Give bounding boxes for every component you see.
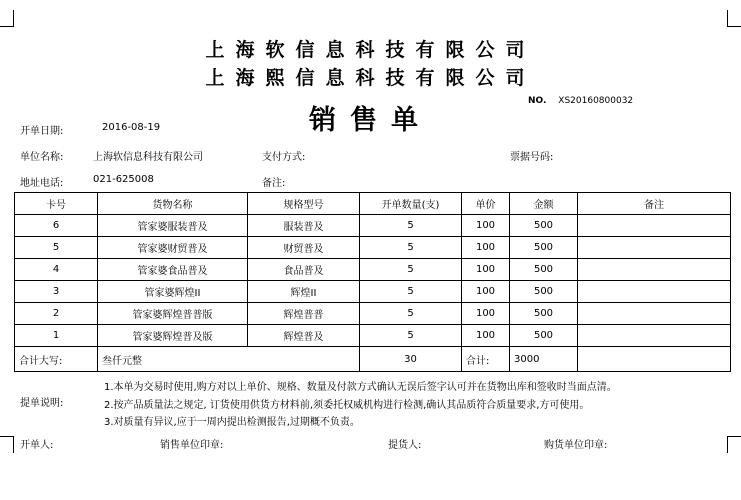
cell-unit-price: 100 [462, 259, 510, 281]
crop-mark [727, 10, 728, 26]
header-goods-name: 货物名称 [98, 193, 248, 215]
note-item: 1.本单为交易时使用,购方对以上单价、规格、数量及付款方式确认无误后签字认可并在货物出库和签收时当面点清。 [104, 382, 617, 393]
cell-remark [578, 215, 731, 237]
cell-amount: 500 [510, 237, 578, 259]
cell-quantity: 5 [360, 215, 462, 237]
cell-remark [578, 325, 731, 347]
remark-label: 备注: [262, 178, 286, 189]
cell-amount: 500 [510, 215, 578, 237]
cell-unit-price: 100 [462, 281, 510, 303]
crop-mark [13, 10, 14, 26]
crop-mark [727, 437, 728, 453]
cell-card-no: 1 [15, 325, 98, 347]
issuer-label: 开单人: [20, 440, 54, 451]
cell-unit-price: 100 [462, 325, 510, 347]
cell-quantity: 5 [360, 259, 462, 281]
header-quantity: 开单数量(支) [360, 193, 462, 215]
total-remark [578, 347, 731, 372]
table-row [15, 259, 731, 281]
table-row [15, 303, 731, 325]
cell-remark [578, 281, 731, 303]
invoice-label: 票据号码: [510, 152, 554, 163]
cell-card-no: 4 [15, 259, 98, 281]
unit-value: 上海软信息科技有限公司 [93, 152, 203, 163]
company-name-line2: 上海熙信息科技有限公司 [205, 67, 536, 89]
cell-quantity: 5 [360, 281, 462, 303]
table-header-row [15, 193, 731, 215]
header-spec: 规格型号 [248, 193, 360, 215]
header-card-no: 卡号 [15, 193, 98, 215]
cell-amount: 500 [510, 325, 578, 347]
cell-amount: 500 [510, 281, 578, 303]
cell-spec: 辉煌普普 [248, 303, 360, 325]
cell-card-no: 5 [15, 237, 98, 259]
cell-spec: 辉煌II [248, 281, 360, 303]
document-number-value: XS20160800032 [558, 96, 634, 106]
crop-mark [727, 436, 741, 437]
table-row [15, 325, 731, 347]
table-row [15, 281, 731, 303]
cell-spec: 辉煌普及 [248, 325, 360, 347]
payment-label: 支付方式: [262, 152, 306, 163]
total-sum-label: 合计: [462, 347, 510, 372]
company-name-line1: 上海软信息科技有限公司 [205, 39, 536, 61]
crop-mark [727, 26, 741, 27]
crop-mark [0, 26, 14, 27]
cell-remark [578, 259, 731, 281]
receiver-label: 提货人: [388, 440, 422, 451]
document-number [528, 96, 633, 106]
cell-unit-price: 100 [462, 215, 510, 237]
cell-goods-name: 管家婆食品普及 [98, 259, 248, 281]
total-amount-words: 叁仟元整 [98, 347, 360, 372]
header-unit-price: 单价 [462, 193, 510, 215]
cell-card-no: 2 [15, 303, 98, 325]
cell-quantity: 5 [360, 303, 462, 325]
total-quantity: 30 [360, 347, 462, 372]
cell-goods-name: 管家婆财贸普及 [98, 237, 248, 259]
cell-quantity: 5 [360, 325, 462, 347]
total-row [15, 347, 731, 372]
total-sum-value: 3000 [510, 347, 578, 372]
cell-goods-name: 管家婆辉煌普及版 [98, 325, 248, 347]
unit-label: 单位名称: [20, 152, 64, 163]
document-number-label: NO. [528, 96, 547, 106]
table-row [15, 215, 731, 237]
note-item: 3.对质量有异议,应于一周内提出检测报告,过期概不负责。 [104, 417, 360, 428]
date-value: 2016-08-19 [102, 122, 161, 133]
cell-goods-name: 管家婆辉煌II [98, 281, 248, 303]
cell-unit-price: 100 [462, 237, 510, 259]
cell-amount: 500 [510, 259, 578, 281]
notes-label: 提单说明: [20, 398, 64, 409]
header-remark: 备注 [578, 193, 731, 215]
seller-seal-label: 销售单位印章: [160, 440, 224, 451]
goods-table [14, 192, 731, 372]
table-row [15, 237, 731, 259]
cell-spec: 食品普及 [248, 259, 360, 281]
cell-unit-price: 100 [462, 303, 510, 325]
document-title: 销售单 [309, 105, 432, 136]
note-item: 2.按产品质量法之规定, 订货使用供货方材料前,须委托权威机构进行检测,确认其品质符合质量要求,方可使用。 [104, 400, 590, 411]
cell-spec: 服装普及 [248, 215, 360, 237]
cell-spec: 财贸普及 [248, 237, 360, 259]
cell-quantity: 5 [360, 237, 462, 259]
cell-remark [578, 237, 731, 259]
cell-card-no: 3 [15, 281, 98, 303]
total-label: 合计大写: [15, 347, 98, 372]
cell-remark [578, 303, 731, 325]
cell-amount: 500 [510, 303, 578, 325]
header-amount: 金额 [510, 193, 578, 215]
crop-mark [13, 437, 14, 453]
cell-card-no: 6 [15, 215, 98, 237]
cell-goods-name: 管家婆服装普及 [98, 215, 248, 237]
cell-goods-name: 管家婆辉煌普普版 [98, 303, 248, 325]
address-value: 021-625008 [93, 174, 154, 185]
buyer-seal-label: 购货单位印章: [544, 440, 608, 451]
address-label: 地址电话: [20, 178, 64, 189]
date-label: 开单日期: [20, 126, 64, 137]
crop-mark [0, 436, 14, 437]
